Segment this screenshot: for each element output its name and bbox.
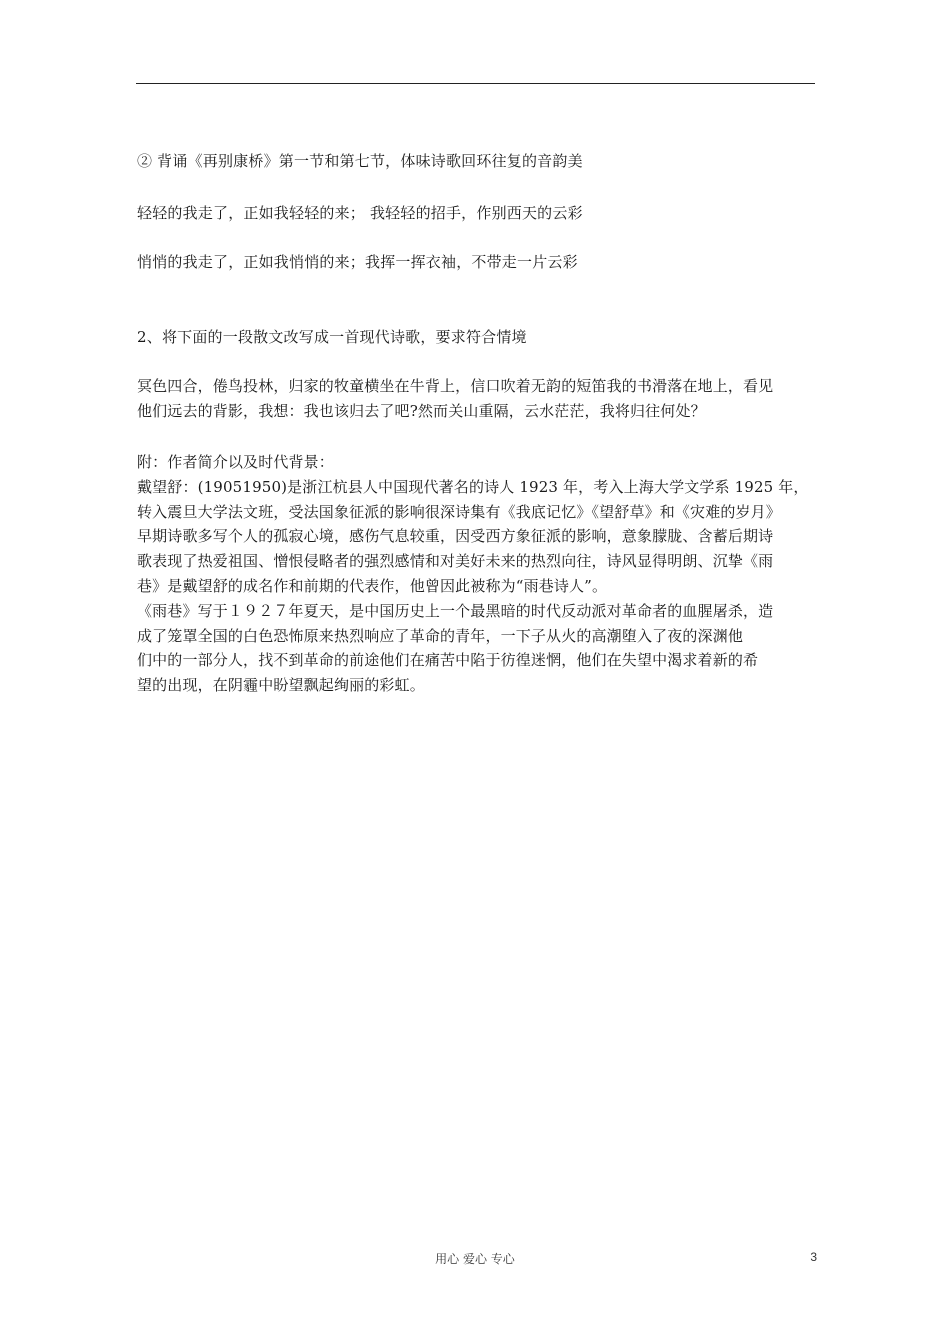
appendix-line: 成了笼罩全国的白色恐怖原来热烈响应了革命的青年，一下子从火的高潮堕入了夜的深渊他 bbox=[137, 626, 744, 645]
recitation-task: ② 背诵《再别康桥》第一节和第七节，体味诗歌回环往复的音韵美 bbox=[137, 152, 583, 170]
appendix-line: 巷》是戴望舒的成名作和前期的代表作，他曾因此被称为“雨巷诗人”。 bbox=[137, 576, 608, 595]
appendix-line: 歌表现了热爱祖国、憎恨侵略者的强烈感情和对美好未来的热烈向往，诗风显得明朗、沉挚《雨 bbox=[137, 552, 774, 571]
appendix-line: 望的出现，在阴霾中盼望飘起绚丽的彩虹。 bbox=[137, 676, 425, 695]
appendix-line: 早期诗歌多写个人的孤寂心境，感伤气息较重，因受西方象征派的影响，意象朦胧、含蓄后期诗 bbox=[137, 527, 774, 546]
exercise-heading: 2、将下面的一段散文改写成一首现代诗歌，要求符合情境 bbox=[137, 328, 527, 346]
appendix-line: 戴望舒：(19051950)是浙江杭县人中国现代著名的诗人 1923 年，考入上海大学文学系 1925 年， bbox=[137, 477, 809, 496]
poem-line-1: 轻轻的我走了，正如我轻轻的来； 我轻轻的招手，作别西天的云彩 bbox=[137, 204, 583, 222]
prose-paragraph bbox=[137, 374, 817, 424]
page-number: 3 bbox=[810, 1250, 817, 1264]
appendix-line: 转入震旦大学法文班，受法国象征派的影响很深诗集有《我底记忆》《望舒草》和《灾难的岁月》 bbox=[137, 502, 781, 521]
appendix-heading: 附：作者简介以及时代背景： bbox=[137, 453, 334, 471]
poem-line-2: 悄悄的我走了，正如我悄悄的来；我挥一挥衣袖，不带走一片云彩 bbox=[137, 253, 578, 271]
appendix-section bbox=[137, 450, 817, 698]
appendix-line: 们中的一部分人，找不到革命的前途他们在痛苦中陷于彷徨迷惘，他们在失望中渴求着新的希 bbox=[137, 651, 759, 670]
header-rule bbox=[136, 83, 815, 84]
prose-line: 冥色四合，倦鸟投林，归家的牧童横坐在牛背上，信口吹着无韵的短笛我的书滑落在地上，看见 bbox=[137, 377, 774, 395]
footer-motto: 用心 爱心 专心 bbox=[435, 1252, 515, 1266]
prose-line: 他们远去的背影，我想：我也该归去了吧?然而关山重隔，云水茫茫，我将归往何处？ bbox=[137, 401, 706, 420]
appendix-line: 《雨巷》写于１９２７年夏天，是中国历史上一个最黑暗的时代反动派对革命者的血腥屠杀，造 bbox=[137, 601, 774, 620]
